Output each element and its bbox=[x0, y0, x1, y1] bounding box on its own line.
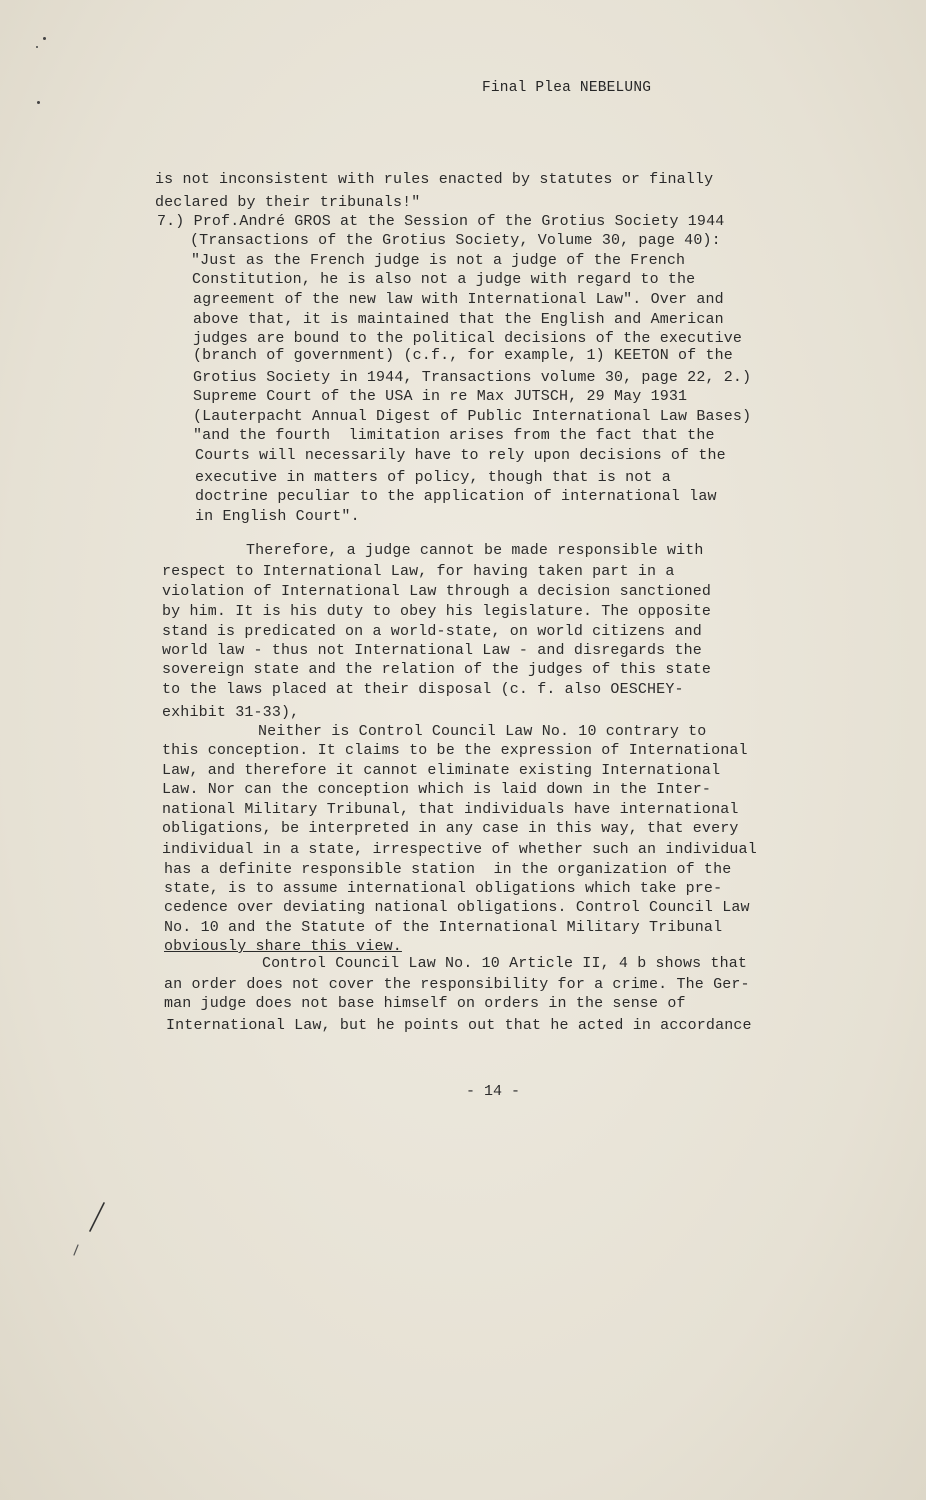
text-line: obviously share this view. bbox=[164, 938, 402, 955]
text-line: obligations, be interpreted in any case in this way, that every bbox=[162, 820, 739, 837]
text-line: No. 10 and the Statute of the International Military Tribunal bbox=[164, 919, 723, 936]
text-line: (branch of government) (c.f., for example, 1) KEETON of the bbox=[193, 347, 733, 364]
text-line: state, is to assume international obligations which take pre- bbox=[164, 880, 723, 897]
text-line: Therefore, a judge cannot be made responsible with bbox=[246, 542, 704, 559]
text-line: individual in a state, irrespective of whether such an individual bbox=[162, 841, 757, 858]
text-line: cedence over deviating national obligations. Control Council Law bbox=[164, 899, 750, 916]
text-line: executive in matters of policy, though that is not a bbox=[195, 469, 671, 486]
text-line: is not inconsistent with rules enacted by statutes or finally bbox=[155, 171, 714, 188]
punch-mark-dot bbox=[43, 37, 46, 40]
text-line: agreement of the new law with International Law". Over and bbox=[193, 291, 724, 308]
text-line: (Lauterpacht Annual Digest of Public International Law Bases) bbox=[193, 408, 752, 425]
text-line: world law - thus not International Law - and disregards the bbox=[162, 642, 702, 659]
text-line: this conception. It claims to be the expression of International bbox=[162, 742, 748, 759]
text-line: exhibit 31-33), bbox=[162, 704, 300, 721]
text-line: "and the fourth limitation arises from the fact that the bbox=[193, 427, 715, 444]
punch-mark-dot bbox=[37, 101, 40, 104]
text-line: has a definite responsible station in the organization of the bbox=[164, 861, 732, 878]
pen-mark bbox=[60, 1195, 120, 1265]
text-line: stand is predicated on a world-state, on world citizens and bbox=[162, 623, 702, 640]
text-line: to the laws placed at their disposal (c. f. also OESCHEY- bbox=[162, 681, 684, 698]
text-line: Law. Nor can the conception which is laid down in the Inter- bbox=[162, 781, 712, 798]
text-line: Grotius Society in 1944, Transactions volume 30, page 22, 2.) bbox=[193, 369, 752, 386]
text-line: man judge does not base himself on orders in the sense of bbox=[164, 995, 686, 1012]
text-line: declared by their tribunals!" bbox=[155, 194, 421, 211]
text-line: sovereign state and the relation of the judges of this state bbox=[162, 661, 712, 678]
text-line: national Military Tribunal, that individuals have international bbox=[162, 801, 739, 818]
text-line: International Law, but he points out that he acted in accordance bbox=[166, 1017, 752, 1034]
document-header: Final Plea NEBELUNG bbox=[482, 80, 652, 96]
text-line: Constitution, he is also not a judge with regard to the bbox=[192, 271, 696, 288]
text-line: Neither is Control Council Law No. 10 contrary to bbox=[258, 723, 707, 740]
text-line: "Just as the French judge is not a judge of the French bbox=[191, 252, 686, 269]
punch-mark-dot bbox=[36, 46, 38, 48]
text-line: Courts will necessarily have to rely upon decisions of the bbox=[195, 447, 726, 464]
text-line: Supreme Court of the USA in re Max JUTSCH, 29 May 1931 bbox=[193, 388, 688, 405]
text-line: Law, and therefore it cannot eliminate existing International bbox=[162, 762, 721, 779]
text-line: an order does not cover the responsibility for a crime. The Ger- bbox=[164, 976, 750, 993]
text-line: in English Court". bbox=[195, 508, 360, 525]
text-line: respect to International Law, for having taken part in a bbox=[162, 563, 675, 580]
text-line: 7.) Prof.André GROS at the Session of the Grotius Society 1944 bbox=[157, 213, 725, 230]
text-line: (Transactions of the Grotius Society, Volume 30, page 40): bbox=[190, 232, 721, 249]
text-line: judges are bound to the political decisions of the executive bbox=[193, 330, 743, 347]
text-line: doctrine peculiar to the application of international law bbox=[195, 488, 717, 505]
text-line: by him. It is his duty to obey his legislature. The opposite bbox=[162, 603, 712, 620]
page-number: - 14 - bbox=[466, 1083, 521, 1100]
text-line: Control Council Law No. 10 Article II, 4 b shows that bbox=[262, 955, 748, 972]
text-line: violation of International Law through a decision sanctioned bbox=[162, 583, 712, 600]
text-line: above that, it is maintained that the English and American bbox=[193, 311, 724, 328]
